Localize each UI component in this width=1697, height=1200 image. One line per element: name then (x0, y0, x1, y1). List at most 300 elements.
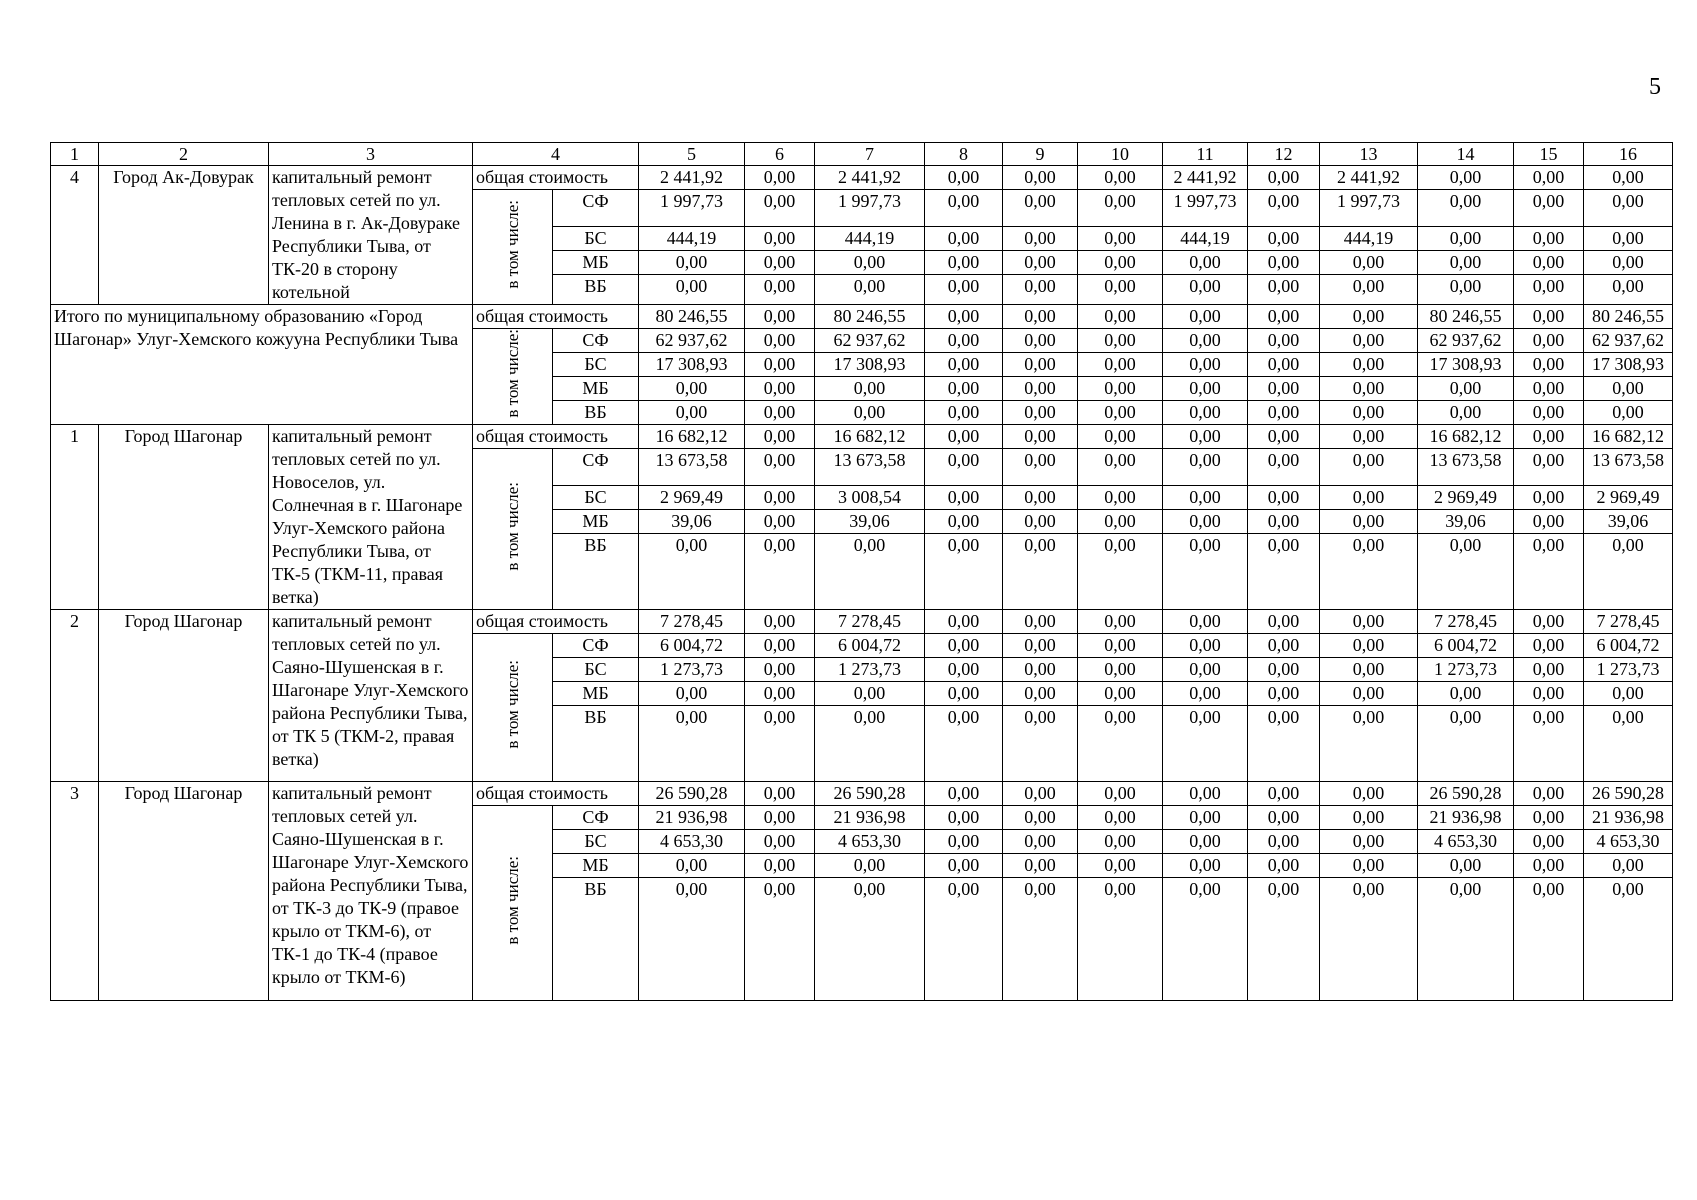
value-cell: 0,00 (1584, 251, 1673, 275)
value-cell: 21 936,98 (815, 806, 925, 830)
value-cell: 17 308,93 (1584, 353, 1673, 377)
value-cell: 0,00 (1514, 251, 1584, 275)
value-cell: 26 590,28 (1418, 782, 1514, 806)
value-cell: 0,00 (745, 534, 815, 610)
column-header-14: 14 (1418, 143, 1514, 166)
value-cell: 0,00 (1514, 510, 1584, 534)
value-cell: 21 936,98 (1584, 806, 1673, 830)
value-cell: 0,00 (745, 854, 815, 878)
value-cell: 0,00 (1320, 329, 1418, 353)
value-cell: 0,00 (1003, 353, 1078, 377)
funding-source-label: ВБ (553, 878, 639, 1001)
value-cell: 0,00 (745, 449, 815, 486)
value-cell: 0,00 (1418, 275, 1514, 305)
value-cell: 3 008,54 (815, 486, 925, 510)
value-cell: 0,00 (1320, 830, 1418, 854)
value-cell: 0,00 (1514, 190, 1584, 227)
value-cell: 6 004,72 (1418, 634, 1514, 658)
municipality-name: Город Ак-Довурак (99, 166, 269, 305)
value-cell: 0,00 (1163, 251, 1248, 275)
table-row (51, 610, 1673, 634)
value-cell: 0,00 (1248, 486, 1320, 510)
value-cell: 0,00 (1320, 425, 1418, 449)
value-cell: 0,00 (1078, 401, 1163, 425)
value-cell: 0,00 (745, 190, 815, 227)
value-cell: 0,00 (1320, 634, 1418, 658)
value-cell: 444,19 (1320, 227, 1418, 251)
value-cell: 0,00 (745, 634, 815, 658)
value-cell: 0,00 (1003, 329, 1078, 353)
value-cell: 0,00 (639, 706, 745, 782)
value-cell: 0,00 (1003, 706, 1078, 782)
value-cell: 0,00 (1248, 190, 1320, 227)
value-cell: 0,00 (1584, 377, 1673, 401)
value-cell: 13 673,58 (815, 449, 925, 486)
value-cell: 1 997,73 (1320, 190, 1418, 227)
value-cell: 0,00 (1320, 706, 1418, 782)
value-cell: 0,00 (1078, 878, 1163, 1001)
value-cell: 0,00 (1514, 658, 1584, 682)
value-cell: 0,00 (745, 377, 815, 401)
value-cell: 0,00 (639, 377, 745, 401)
value-cell: 80 246,55 (815, 305, 925, 329)
value-cell: 4 653,30 (639, 830, 745, 854)
value-cell: 0,00 (1320, 806, 1418, 830)
value-cell: 0,00 (1320, 377, 1418, 401)
municipality-name: Город Шагонар (99, 782, 269, 1001)
including-label (473, 449, 553, 610)
value-cell: 0,00 (1163, 830, 1248, 854)
column-header-13: 13 (1320, 143, 1418, 166)
total-cost-label: общая стоимость (473, 782, 639, 806)
total-cost-label: общая стоимость (473, 425, 639, 449)
value-cell: 26 590,28 (815, 782, 925, 806)
value-cell: 0,00 (1320, 486, 1418, 510)
value-cell: 0,00 (745, 227, 815, 251)
value-cell: 0,00 (1248, 782, 1320, 806)
funding-source-label: СФ (553, 634, 639, 658)
value-cell: 0,00 (1418, 227, 1514, 251)
value-cell: 0,00 (1584, 706, 1673, 782)
column-header-7: 7 (815, 143, 925, 166)
work-description: капитальный ремонт тепловых сетей по ул. Новоселов, ул. Солнечная в г. Шагонаре Улуг-Хемского района Республики Тыва, от ТК-5 (ТКМ-11, правая ветка) (269, 425, 473, 610)
value-cell: 0,00 (1163, 682, 1248, 706)
value-cell: 0,00 (745, 878, 815, 1001)
value-cell: 0,00 (1248, 275, 1320, 305)
value-cell: 0,00 (1163, 634, 1248, 658)
value-cell: 0,00 (1078, 610, 1163, 634)
value-cell: 0,00 (1320, 401, 1418, 425)
value-cell: 0,00 (1163, 329, 1248, 353)
table-row (51, 166, 1673, 190)
value-cell: 0,00 (1514, 275, 1584, 305)
value-cell: 0,00 (1248, 449, 1320, 486)
value-cell: 0,00 (925, 830, 1003, 854)
row-number: 2 (51, 610, 99, 782)
column-header-8: 8 (925, 143, 1003, 166)
value-cell: 2 969,49 (639, 486, 745, 510)
value-cell: 0,00 (745, 782, 815, 806)
value-cell: 7 278,45 (639, 610, 745, 634)
value-cell: 0,00 (1003, 190, 1078, 227)
value-cell: 0,00 (925, 251, 1003, 275)
value-cell: 0,00 (1003, 782, 1078, 806)
value-cell: 444,19 (1163, 227, 1248, 251)
value-cell: 1 997,73 (815, 190, 925, 227)
value-cell: 0,00 (1418, 682, 1514, 706)
value-cell: 0,00 (1248, 878, 1320, 1001)
value-cell: 62 937,62 (815, 329, 925, 353)
value-cell: 80 246,55 (1584, 305, 1673, 329)
value-cell: 13 673,58 (1418, 449, 1514, 486)
value-cell: 0,00 (925, 486, 1003, 510)
value-cell: 0,00 (745, 353, 815, 377)
value-cell: 0,00 (1514, 806, 1584, 830)
value-cell: 62 937,62 (639, 329, 745, 353)
including-label (473, 806, 553, 1001)
value-cell: 0,00 (745, 830, 815, 854)
value-cell: 0,00 (1584, 275, 1673, 305)
value-cell: 0,00 (1584, 682, 1673, 706)
value-cell: 0,00 (925, 682, 1003, 706)
value-cell: 1 273,73 (1418, 658, 1514, 682)
column-header-12: 12 (1248, 143, 1320, 166)
value-cell: 0,00 (1418, 377, 1514, 401)
funding-source-label: СФ (553, 190, 639, 227)
value-cell: 0,00 (1163, 610, 1248, 634)
funding-source-label: СФ (553, 806, 639, 830)
value-cell: 0,00 (1163, 305, 1248, 329)
header-row (51, 143, 1673, 166)
value-cell: 4 653,30 (1418, 830, 1514, 854)
value-cell: 0,00 (1514, 782, 1584, 806)
value-cell: 0,00 (1078, 534, 1163, 610)
value-cell: 0,00 (1514, 166, 1584, 190)
value-cell: 0,00 (1163, 353, 1248, 377)
row-number: 3 (51, 782, 99, 1001)
funding-table (50, 142, 1673, 1001)
value-cell: 0,00 (1418, 706, 1514, 782)
value-cell: 0,00 (1163, 878, 1248, 1001)
total-cost-label: общая стоимость (473, 610, 639, 634)
value-cell: 0,00 (1248, 401, 1320, 425)
including-label (473, 329, 553, 425)
value-cell: 0,00 (1003, 251, 1078, 275)
value-cell: 13 673,58 (639, 449, 745, 486)
value-cell: 1 273,73 (639, 658, 745, 682)
value-cell: 1 997,73 (639, 190, 745, 227)
value-cell: 0,00 (1248, 166, 1320, 190)
value-cell: 0,00 (745, 166, 815, 190)
value-cell: 0,00 (1003, 401, 1078, 425)
value-cell: 0,00 (925, 377, 1003, 401)
value-cell: 0,00 (1320, 658, 1418, 682)
value-cell: 0,00 (1320, 353, 1418, 377)
funding-source-label: БС (553, 227, 639, 251)
value-cell: 0,00 (1584, 401, 1673, 425)
value-cell: 0,00 (1418, 534, 1514, 610)
value-cell: 0,00 (639, 682, 745, 706)
funding-source-label: МБ (553, 510, 639, 534)
column-header-16: 16 (1584, 143, 1673, 166)
value-cell: 0,00 (1163, 425, 1248, 449)
value-cell: 0,00 (1514, 706, 1584, 782)
value-cell: 0,00 (925, 166, 1003, 190)
municipality-name: Город Шагонар (99, 610, 269, 782)
value-cell: 0,00 (745, 806, 815, 830)
value-cell: 0,00 (1078, 353, 1163, 377)
including-text: в том числе: (502, 660, 522, 749)
row-number: 1 (51, 425, 99, 610)
value-cell: 0,00 (1514, 449, 1584, 486)
value-cell: 0,00 (1163, 486, 1248, 510)
value-cell: 0,00 (639, 878, 745, 1001)
value-cell: 0,00 (745, 486, 815, 510)
value-cell: 0,00 (1320, 782, 1418, 806)
value-cell: 0,00 (1514, 305, 1584, 329)
value-cell: 17 308,93 (639, 353, 745, 377)
value-cell: 6 004,72 (639, 634, 745, 658)
value-cell: 0,00 (1248, 534, 1320, 610)
value-cell: 7 278,45 (815, 610, 925, 634)
value-cell: 0,00 (1003, 830, 1078, 854)
value-cell: 17 308,93 (1418, 353, 1514, 377)
value-cell: 7 278,45 (1418, 610, 1514, 634)
value-cell: 0,00 (1320, 510, 1418, 534)
value-cell: 0,00 (1584, 534, 1673, 610)
value-cell: 0,00 (1514, 227, 1584, 251)
column-header-15: 15 (1514, 143, 1584, 166)
value-cell: 0,00 (815, 275, 925, 305)
value-cell: 16 682,12 (1418, 425, 1514, 449)
value-cell: 39,06 (1418, 510, 1514, 534)
table-row (51, 782, 1673, 806)
value-cell: 0,00 (1584, 854, 1673, 878)
value-cell: 0,00 (1003, 227, 1078, 251)
value-cell: 0,00 (1418, 878, 1514, 1001)
value-cell: 0,00 (1514, 401, 1584, 425)
value-cell: 0,00 (1003, 377, 1078, 401)
value-cell: 4 653,30 (815, 830, 925, 854)
funding-source-label: МБ (553, 854, 639, 878)
column-header-9: 9 (1003, 143, 1078, 166)
value-cell: 0,00 (1320, 449, 1418, 486)
value-cell: 0,00 (1003, 878, 1078, 1001)
value-cell: 16 682,12 (815, 425, 925, 449)
value-cell: 0,00 (1248, 510, 1320, 534)
value-cell: 6 004,72 (815, 634, 925, 658)
total-cost-label: общая стоимость (473, 305, 639, 329)
value-cell: 0,00 (1003, 486, 1078, 510)
value-cell: 0,00 (1078, 329, 1163, 353)
value-cell: 0,00 (815, 534, 925, 610)
value-cell: 0,00 (1514, 329, 1584, 353)
value-cell: 0,00 (1248, 854, 1320, 878)
value-cell: 0,00 (1514, 682, 1584, 706)
value-cell: 0,00 (1584, 878, 1673, 1001)
value-cell: 2 969,49 (1418, 486, 1514, 510)
column-header-1: 1 (51, 143, 99, 166)
municipality-name: Город Шагонар (99, 425, 269, 610)
value-cell: 1 997,73 (1163, 190, 1248, 227)
value-cell: 0,00 (639, 251, 745, 275)
value-cell: 0,00 (1514, 854, 1584, 878)
value-cell: 0,00 (639, 534, 745, 610)
value-cell: 0,00 (1514, 878, 1584, 1001)
value-cell: 0,00 (1248, 706, 1320, 782)
value-cell: 0,00 (925, 227, 1003, 251)
work-description: капитальный ремонт тепловых сетей по ул. Саяно-Шушенская в г. Шагонаре Улуг-Хемского района Республики Тыва, от ТК 5 (ТКМ-2, правая ветка) (269, 610, 473, 782)
value-cell: 0,00 (1078, 190, 1163, 227)
value-cell: 0,00 (1584, 190, 1673, 227)
value-cell: 0,00 (1078, 449, 1163, 486)
value-cell: 0,00 (1003, 166, 1078, 190)
value-cell: 0,00 (925, 401, 1003, 425)
value-cell: 4 653,30 (1584, 830, 1673, 854)
value-cell: 0,00 (1248, 251, 1320, 275)
value-cell: 0,00 (745, 425, 815, 449)
funding-source-label: СФ (553, 449, 639, 486)
value-cell: 0,00 (1078, 275, 1163, 305)
value-cell: 0,00 (815, 682, 925, 706)
value-cell: 0,00 (1320, 534, 1418, 610)
value-cell: 0,00 (1320, 610, 1418, 634)
value-cell: 0,00 (1514, 534, 1584, 610)
value-cell: 0,00 (1514, 830, 1584, 854)
funding-source-label: БС (553, 486, 639, 510)
value-cell: 0,00 (925, 190, 1003, 227)
value-cell: 0,00 (1163, 782, 1248, 806)
column-header-11: 11 (1163, 143, 1248, 166)
column-header-5: 5 (639, 143, 745, 166)
value-cell: 0,00 (815, 377, 925, 401)
value-cell: 16 682,12 (639, 425, 745, 449)
value-cell: 0,00 (815, 854, 925, 878)
value-cell: 0,00 (745, 610, 815, 634)
funding-source-label: БС (553, 353, 639, 377)
value-cell: 0,00 (925, 610, 1003, 634)
row-number: 4 (51, 166, 99, 305)
value-cell: 444,19 (815, 227, 925, 251)
value-cell: 80 246,55 (639, 305, 745, 329)
total-description: Итого по муниципальному образованию «Город Шагонар» Улуг-Хемского кожууна Республики Тыва (51, 305, 473, 425)
value-cell: 0,00 (1248, 425, 1320, 449)
value-cell: 0,00 (1584, 166, 1673, 190)
value-cell: 0,00 (1248, 682, 1320, 706)
value-cell: 0,00 (745, 706, 815, 782)
column-header-10: 10 (1078, 143, 1163, 166)
value-cell: 0,00 (815, 706, 925, 782)
value-cell: 0,00 (639, 401, 745, 425)
value-cell: 0,00 (1418, 251, 1514, 275)
value-cell: 13 673,58 (1584, 449, 1673, 486)
value-cell: 0,00 (1320, 878, 1418, 1001)
value-cell: 0,00 (1078, 634, 1163, 658)
value-cell: 2 441,92 (815, 166, 925, 190)
value-cell: 0,00 (1248, 634, 1320, 658)
value-cell: 39,06 (815, 510, 925, 534)
value-cell: 39,06 (639, 510, 745, 534)
value-cell: 0,00 (1163, 377, 1248, 401)
value-cell: 26 590,28 (1584, 782, 1673, 806)
value-cell: 0,00 (1163, 401, 1248, 425)
value-cell: 0,00 (1003, 610, 1078, 634)
funding-source-label: ВБ (553, 275, 639, 305)
column-header-6: 6 (745, 143, 815, 166)
including-label (473, 190, 553, 305)
funding-source-label: ВБ (553, 401, 639, 425)
value-cell: 26 590,28 (639, 782, 745, 806)
value-cell: 21 936,98 (639, 806, 745, 830)
value-cell: 0,00 (1078, 486, 1163, 510)
value-cell: 0,00 (925, 534, 1003, 610)
value-cell: 0,00 (925, 706, 1003, 782)
value-cell: 0,00 (925, 634, 1003, 658)
value-cell: 0,00 (1163, 658, 1248, 682)
value-cell: 0,00 (1418, 190, 1514, 227)
value-cell: 0,00 (1163, 534, 1248, 610)
value-cell: 0,00 (1003, 275, 1078, 305)
value-cell: 0,00 (745, 305, 815, 329)
value-cell: 0,00 (1248, 305, 1320, 329)
value-cell: 80 246,55 (1418, 305, 1514, 329)
value-cell: 0,00 (1320, 275, 1418, 305)
value-cell: 0,00 (925, 353, 1003, 377)
value-cell: 0,00 (1003, 806, 1078, 830)
value-cell: 0,00 (925, 854, 1003, 878)
value-cell: 0,00 (1418, 854, 1514, 878)
value-cell: 0,00 (1078, 425, 1163, 449)
total-cost-label: общая стоимость (473, 166, 639, 190)
value-cell: 0,00 (925, 782, 1003, 806)
value-cell: 0,00 (1078, 706, 1163, 782)
value-cell: 0,00 (745, 275, 815, 305)
column-header-3: 3 (269, 143, 473, 166)
value-cell: 0,00 (1078, 510, 1163, 534)
value-cell: 1 273,73 (1584, 658, 1673, 682)
value-cell: 0,00 (1003, 510, 1078, 534)
value-cell: 0,00 (1320, 251, 1418, 275)
funding-source-label: ВБ (553, 706, 639, 782)
value-cell: 0,00 (1078, 682, 1163, 706)
value-cell: 0,00 (1248, 806, 1320, 830)
value-cell: 0,00 (1514, 353, 1584, 377)
value-cell: 0,00 (1514, 634, 1584, 658)
value-cell: 0,00 (1584, 227, 1673, 251)
value-cell: 0,00 (1163, 854, 1248, 878)
value-cell: 0,00 (925, 305, 1003, 329)
value-cell: 16 682,12 (1584, 425, 1673, 449)
value-cell: 0,00 (1418, 166, 1514, 190)
including-text: в том числе: (502, 199, 522, 289)
value-cell: 0,00 (745, 510, 815, 534)
value-cell: 2 441,92 (1320, 166, 1418, 190)
value-cell: 0,00 (1078, 806, 1163, 830)
value-cell: 0,00 (815, 878, 925, 1001)
value-cell: 0,00 (1078, 166, 1163, 190)
value-cell: 0,00 (925, 806, 1003, 830)
value-cell: 7 278,45 (1584, 610, 1673, 634)
value-cell: 62 937,62 (1584, 329, 1673, 353)
funding-source-label: СФ (553, 329, 639, 353)
value-cell: 0,00 (815, 251, 925, 275)
value-cell: 2 441,92 (1163, 166, 1248, 190)
value-cell: 444,19 (639, 227, 745, 251)
value-cell: 21 936,98 (1418, 806, 1514, 830)
value-cell: 0,00 (1003, 658, 1078, 682)
including-text: в том числе: (502, 855, 522, 945)
work-description: капитальный ремонт тепловых сетей по ул. Ленина в г. Ак-Довураке Республики Тыва, от ТК-20 в сторону котельной (269, 166, 473, 305)
